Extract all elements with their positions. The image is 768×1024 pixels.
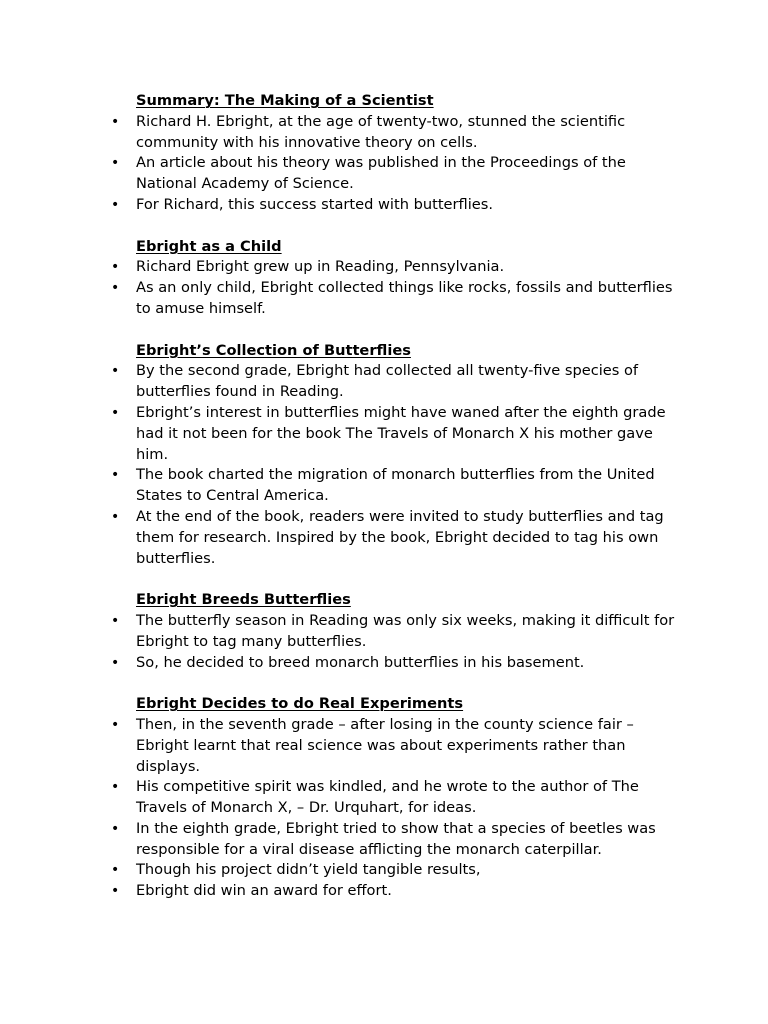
bullet-text: In the eighth grade, Ebright tried to show that a species of beetles was responsible for a viral disease afflicting the monarch caterpillar. — [136, 819, 656, 858]
bullet-icon: • — [111, 654, 120, 671]
bullet-text: By the second grade, Ebright had collected all twenty-five species of butterflies found in Reading. — [136, 362, 639, 401]
bullet-text: At the end of the book, readers were invited to study butterflies and tag them for research. Inspired by the book, Ebright decided to tag his own butterflies. — [136, 507, 664, 567]
bullet-text: Though his project didn’t yield tangible results, — [136, 861, 481, 879]
bullet-text: For Richard, this success started with butterflies. — [136, 195, 494, 213]
bullet-item — [111, 881, 686, 902]
bullet-item — [111, 860, 686, 881]
bullet-item — [111, 611, 686, 653]
bullet-item — [111, 195, 686, 216]
bullet-icon: • — [111, 113, 120, 130]
bullet-icon: • — [111, 862, 120, 879]
document-section — [111, 91, 686, 216]
bullet-item — [111, 153, 686, 195]
bullet-icon: • — [111, 196, 120, 213]
bullet-item — [111, 715, 686, 777]
bullet-text: Richard H. Ebright, at the age of twenty-two, stunned the scientific community with his innovative theory on cells. — [136, 112, 626, 151]
bullet-text: The butterfly season in Reading was only six weeks, making it difficult for Ebright to tag many butterflies. — [136, 611, 675, 650]
bullet-icon: • — [111, 612, 120, 629]
bullet-icon: • — [111, 259, 120, 276]
bullet-text: An article about his theory was published in the Proceedings of the National Academy of Science. — [136, 154, 626, 193]
bullet-text: Richard Ebright grew up in Reading, Pennsylvania. — [136, 258, 505, 276]
bullet-text: The book charted the migration of monarch butterflies from the United States to Central America. — [136, 466, 655, 505]
bullet-text: Ebright’s interest in butterflies might have waned after the eighth grade had it not been for the book The Travels of Monarch X his mother gave him. — [136, 403, 666, 463]
section-heading: Ebright as a Child — [136, 237, 282, 255]
bullet-icon: • — [111, 508, 120, 525]
document-section — [111, 590, 686, 673]
section-heading: Ebright Decides to do Real Experiments — [136, 695, 464, 713]
section-heading: Summary: The Making of a Scientist — [136, 92, 434, 109]
bullet-list — [111, 611, 686, 673]
bullet-item — [111, 403, 686, 465]
bullet-icon: • — [111, 467, 120, 484]
bullet-item — [111, 257, 686, 278]
bullet-item — [111, 653, 686, 674]
bullet-list — [111, 361, 686, 569]
bullet-item — [111, 112, 686, 154]
bullet-item — [111, 465, 686, 507]
bullet-text: So, he decided to breed monarch butterflies in his basement. — [136, 653, 585, 671]
bullet-list — [111, 257, 686, 319]
document-section — [111, 237, 686, 320]
bullet-text: His competitive spirit was kindled, and he wrote to the author of The Travels of Monarch X, – Dr. Urquhart, for ideas. — [136, 778, 639, 817]
bullet-list — [111, 112, 686, 216]
bullet-item — [111, 819, 686, 861]
document-body — [111, 91, 686, 923]
document-section — [111, 694, 686, 902]
bullet-text: Then, in the seventh grade – after losing in the county science fair – Ebright learnt that real science was about experiments rather than displays. — [136, 715, 634, 775]
bullet-icon: • — [111, 280, 120, 297]
document-section — [111, 341, 686, 570]
bullet-text: Ebright did win an award for effort. — [136, 882, 392, 900]
bullet-icon: • — [111, 155, 120, 172]
bullet-icon: • — [111, 363, 120, 380]
bullet-icon: • — [111, 404, 120, 421]
bullet-icon: • — [111, 779, 120, 796]
bullet-icon: • — [111, 820, 120, 837]
section-heading: Ebright Breeds Butterflies — [136, 591, 351, 609]
bullet-list — [111, 715, 686, 902]
bullet-item — [111, 777, 686, 819]
bullet-item — [111, 361, 686, 403]
bullet-icon: • — [111, 716, 120, 733]
section-heading: Ebright’s Collection of Butterflies — [136, 341, 411, 359]
bullet-item — [111, 278, 686, 320]
bullet-item — [111, 507, 686, 569]
bullet-icon: • — [111, 883, 120, 900]
bullet-text: As an only child, Ebright collected things like rocks, fossils and butterflies to amuse himself. — [136, 279, 673, 317]
